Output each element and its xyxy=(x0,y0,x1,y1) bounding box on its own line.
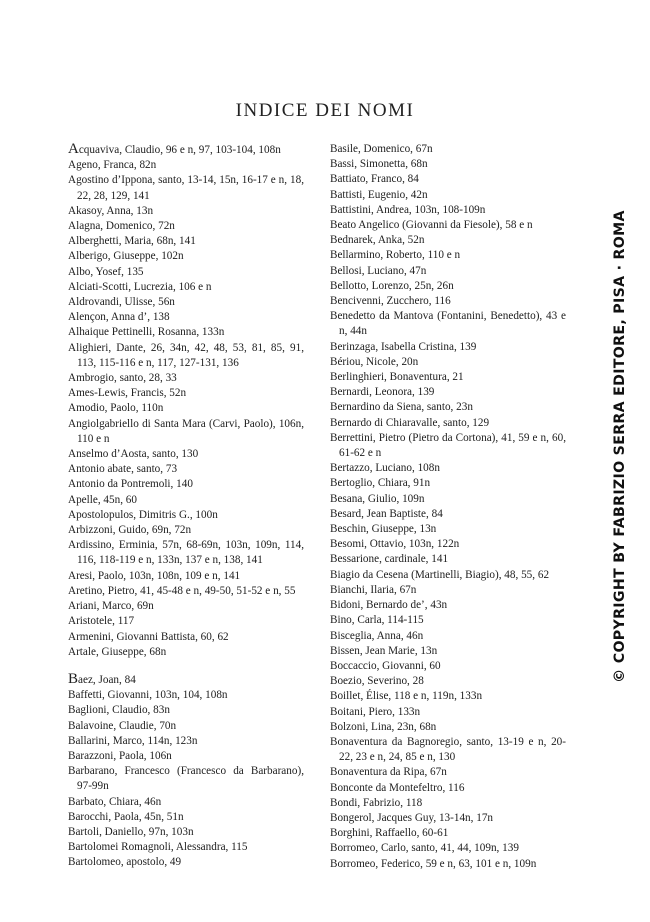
index-entry: Bassi, Simonetta, 68n xyxy=(330,158,428,171)
index-entry: Besana, Giulio, 109n xyxy=(330,492,425,505)
index-entry: Beato Angelico (Giovanni da Fiesole), 58 e n xyxy=(330,219,533,232)
index-entry: Boitani, Piero, 133n xyxy=(330,705,421,718)
index-entry: Bidoni, Bernardo de’, 43n xyxy=(330,599,448,612)
index-entry-text: cquaviva, Claudio, 96 e n, 97, 103-104, 108n xyxy=(78,144,281,156)
index-entry: Battiato, Franco, 84 xyxy=(330,173,419,186)
index-entry: Bellotto, Lorenzo, 25n, 26n xyxy=(330,279,454,292)
index-entry: Besomi, Ottavio, 103n, 122n xyxy=(330,538,460,551)
letter-section-gap xyxy=(68,660,304,672)
index-entry: Bertazzo, Luciano, 108n xyxy=(330,462,440,475)
index-entry: Antonio da Pontremoli, 140 xyxy=(68,478,193,491)
index-entry: Bednarek, Anka, 52n xyxy=(330,234,425,247)
index-entry: Arbizzoni, Guido, 69n, 72n xyxy=(68,524,192,537)
index-entry: Borromeo, Federico, 59 e n, 63, 101 e n, 109n xyxy=(330,857,537,870)
index-entry: Bertoglio, Chiara, 91n xyxy=(330,477,431,490)
section-initial-letter: B xyxy=(68,670,79,687)
index-entry: Barazzoni, Paola, 106n xyxy=(68,749,172,762)
index-entry: Benedetto da Mantova (Fontanini, Benedetto), 43 e n, 44n xyxy=(330,310,566,338)
index-entry: Ames-Lewis, Francis, 52n xyxy=(68,387,187,400)
index-entry: Berlinghieri, Bonaventura, 21 xyxy=(330,371,464,384)
index-entry: Ageno, Franca, 82n xyxy=(68,159,157,172)
index-entry: Barbato, Chiara, 46n xyxy=(68,795,162,808)
index-column-left xyxy=(68,142,304,871)
index-entry: Beschin, Giuseppe, 13n xyxy=(330,523,437,536)
section-initial-letter: A xyxy=(68,141,79,157)
index-entry-text: aez, Joan, 84 xyxy=(78,673,136,686)
index-entry: Bernardino da Siena, santo, 23n xyxy=(330,401,473,414)
index-entry: Akasoy, Anna, 13n xyxy=(68,204,154,217)
index-entry: Borromeo, Carlo, santo, 41, 44, 109n, 139 xyxy=(330,842,519,855)
page-title: INDICE DEI NOMI xyxy=(235,100,415,121)
index-entry: Borghini, Raffaello, 60-61 xyxy=(330,827,449,840)
index-entry: Bonaventura da Ripa, 67n xyxy=(330,766,447,779)
index-entry: Baffetti, Giovanni, 103n, 104, 108n xyxy=(68,689,228,702)
index-entry xyxy=(68,142,304,158)
index-entry: Boillet, Élise, 118 e n, 119n, 133n xyxy=(330,690,483,703)
index-entry: Balavoine, Claudie, 70n xyxy=(68,719,177,732)
index-entry: Battistini, Andrea, 103n, 108-109n xyxy=(330,203,486,216)
index-entry: Aristotele, 117 xyxy=(68,615,135,628)
copyright-notice: © COPYRIGHT BY FABRIZIO SERRA EDITORE, PISA · ROMA xyxy=(612,210,628,683)
index-entry: Bartoli, Daniello, 97n, 103n xyxy=(68,825,194,838)
index-entry: Angiolgabriello di Santa Mara (Carvi, Paolo), 106n, 110 e n xyxy=(68,417,304,445)
index-entry: Besard, Jean Baptiste, 84 xyxy=(330,507,443,520)
index-entry: Alciati-Scotti, Lucrezia, 106 e n xyxy=(68,280,212,293)
index-entry: Berinzaga, Isabella Cristina, 139 xyxy=(330,340,477,353)
index-entry: Bonaventura da Bagnoregio, santo, 13-19 e n, 20-22, 23 e n, 24, 85 e n, 130 xyxy=(330,735,566,764)
index-entry: Ballarini, Marco, 114n, 123n xyxy=(68,734,198,747)
index-entry: Bolzoni, Lina, 23n, 68n xyxy=(330,720,437,733)
index-entry: Bianchi, Ilaria, 67n xyxy=(330,583,417,596)
index-entry: Basile, Domenico, 67n xyxy=(330,143,433,155)
index-entry: Armenini, Giovanni Battista, 60, 62 xyxy=(68,630,229,643)
index-entry: Alhaique Pettinelli, Rosanna, 133n xyxy=(68,326,225,339)
index-entry: Bériou, Nicole, 20n xyxy=(330,355,419,368)
index-entry: Ardissino, Erminia, 57n, 68-69n, 103n, 109n, 114, 116, 118-119 e n, 133n, 137 e n, 138, 141 xyxy=(68,539,304,567)
index-entry: Alighieri, Dante, 26, 34n, 42, 48, 53, 81, 85, 91, 113, 115-116 e n, 117, 127-131, 136 xyxy=(68,341,304,369)
index-entry: Artale, Giuseppe, 68n xyxy=(68,645,167,658)
index-entry: Bencivenni, Zucchero, 116 xyxy=(330,295,451,308)
index-entry: Apostolopulos, Dimitris G., 100n xyxy=(68,508,218,521)
index-entry: Amodio, Paolo, 110n xyxy=(68,402,164,415)
index-entry: Anselmo d’Aosta, santo, 130 xyxy=(68,448,199,461)
index-entry: Bissen, Jean Marie, 13n xyxy=(330,644,438,657)
index-entry: Biagio da Cesena (Martinelli, Biagio), 48, 55, 62 xyxy=(330,568,550,581)
index-entry: Alagna, Domenico, 72n xyxy=(68,220,175,233)
index-entry: Antonio abate, santo, 73 xyxy=(68,463,178,476)
index-entry: Bellarmino, Roberto, 110 e n xyxy=(330,249,461,262)
index-entry: Baglioni, Claudio, 83n xyxy=(68,704,170,717)
index-entry: Barocchi, Paola, 45n, 51n xyxy=(68,810,184,823)
index-entry xyxy=(68,672,304,688)
index-entry: Barbarano, Francesco (Francesco da Barbarano), 97-99n xyxy=(68,765,304,793)
index-entry: Battisti, Eugenio, 42n xyxy=(330,188,428,201)
index-entry: Alençon, Anna d’, 138 xyxy=(68,311,170,324)
index-entry: Bernardi, Leonora, 139 xyxy=(330,386,435,399)
index-entry: Bernardo di Chiaravalle, santo, 129 xyxy=(330,416,490,429)
index-entry: Boccaccio, Giovanni, 60 xyxy=(330,659,441,672)
index-entry: Apelle, 45n, 60 xyxy=(68,493,137,506)
index-entry: Bessarione, cardinale, 141 xyxy=(330,553,449,566)
index-entry: Bisceglia, Anna, 46n xyxy=(330,629,424,642)
index-entry: Alberghetti, Maria, 68n, 141 xyxy=(68,235,196,248)
index-entry: Bartolomei Romagnoli, Alessandra, 115 xyxy=(68,841,248,854)
index-entry: Berrettini, Pietro (Pietro da Cortona), 41, 59 e n, 60, 61-62 e n xyxy=(330,431,566,460)
index-entry: Alberigo, Giuseppe, 102n xyxy=(68,250,184,263)
index-column-right xyxy=(330,142,566,872)
index-entry: Boezio, Severino, 28 xyxy=(330,675,424,688)
index-entry: Ariani, Marco, 69n xyxy=(68,600,154,613)
index-entry: Aldrovandi, Ulisse, 56n xyxy=(68,296,175,309)
index-entry: Aresi, Paolo, 103n, 108n, 109 e n, 141 xyxy=(68,569,241,582)
index-entry: Bino, Carla, 114-115 xyxy=(330,614,424,627)
index-entry: Bellosi, Luciano, 47n xyxy=(330,264,427,277)
index-entry: Agostino d’Ippona, santo, 13-14, 15n, 16-17 e n, 18, 22, 28, 129, 141 xyxy=(68,174,304,202)
index-entry: Bongerol, Jacques Guy, 13-14n, 17n xyxy=(330,811,494,824)
index-entry: Albo, Yosef, 135 xyxy=(68,265,144,278)
index-entry: Bonconte da Montefeltro, 116 xyxy=(330,781,465,794)
index-entry: Ambrogio, santo, 28, 33 xyxy=(68,372,177,385)
index-entry: Bartolomeo, apostolo, 49 xyxy=(68,856,182,869)
index-entry: Aretino, Pietro, 41, 45-48 e n, 49-50, 51-52 e n, 55 xyxy=(68,584,296,597)
index-entry: Bondi, Fabrizio, 118 xyxy=(330,796,423,809)
